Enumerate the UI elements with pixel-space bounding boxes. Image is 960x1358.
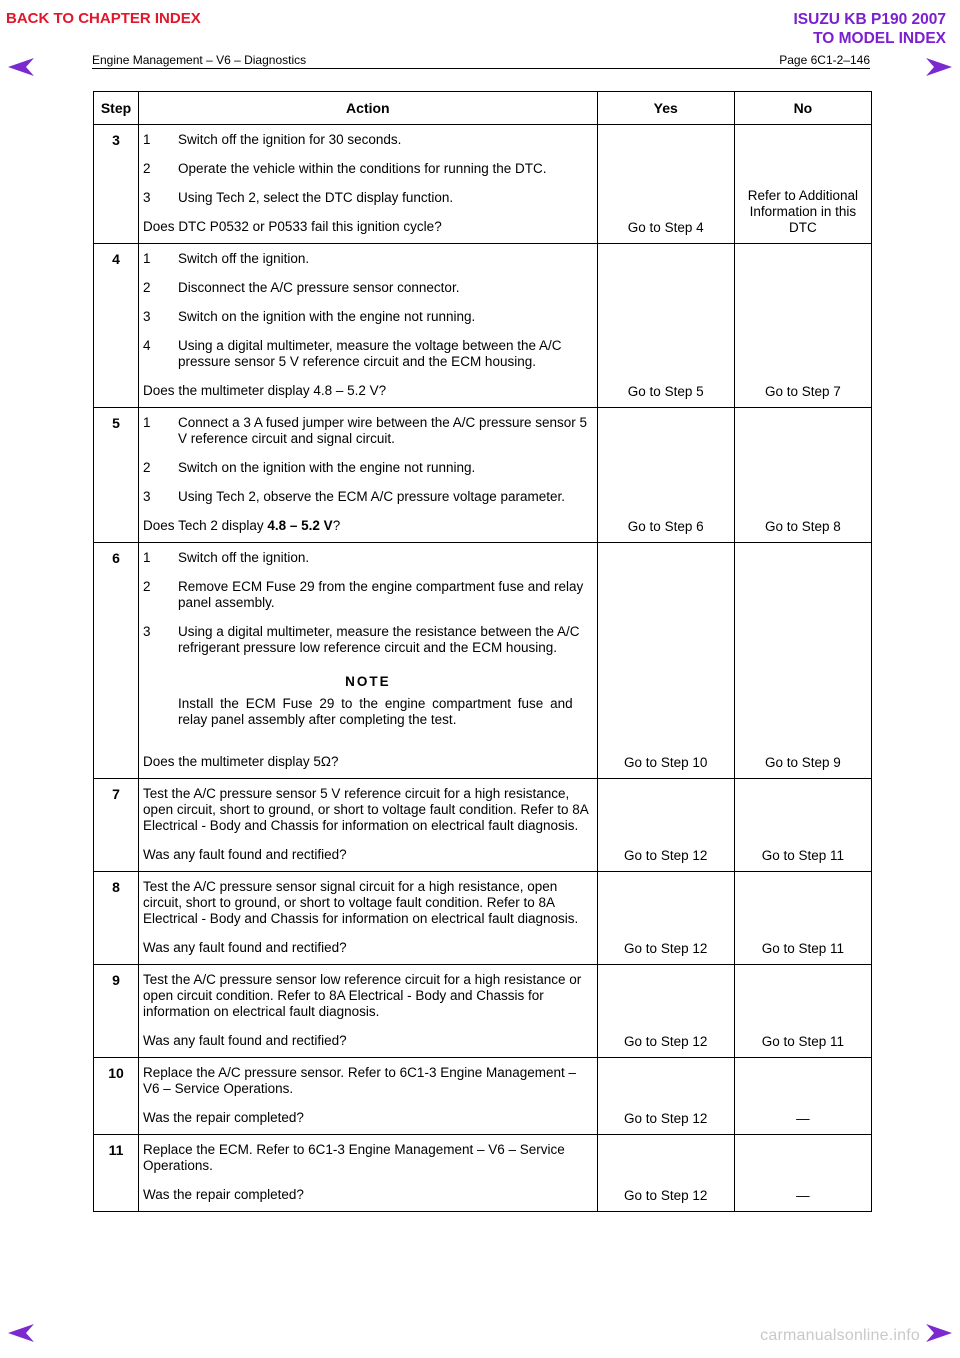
action-item-number: 3 (143, 489, 151, 504)
question-text: Was any fault found and rectified? (143, 1033, 347, 1048)
step-number: 3 (94, 125, 139, 244)
action-text: Replace the A/C pressure sensor. Refer to 6C1-3 Engine Management – V6 – Service Operations. (143, 1065, 577, 1096)
yes-result: Go to Step 5 (597, 244, 734, 408)
action-cell (139, 1058, 598, 1135)
table-row (94, 779, 872, 872)
action-item-number: 2 (143, 161, 151, 176)
action-cell (139, 408, 598, 543)
diagnostic-table (93, 91, 872, 1212)
action-item-number: 3 (143, 309, 151, 324)
step-number: 8 (94, 872, 139, 965)
model-name: ISUZU KB P190 2007 (793, 11, 946, 28)
action-item-number: 1 (143, 550, 151, 565)
to-model-index-link[interactable]: TO MODEL INDEX (813, 30, 946, 47)
action-cell (139, 872, 598, 965)
action-text: Test the A/C pressure sensor signal circuit for a high resistance, open circuit, short to ground, or short to voltage fault condition. Refer to 8A Electrical - Body and Chassis for information on electrical fault diagnosis. (143, 879, 579, 926)
action-item-text: Disconnect the A/C pressure sensor connector. (178, 280, 460, 295)
action-item-text: Connect a 3 A fused jumper wire between the A/C pressure sensor 5 V reference circuit and signal circuit. (178, 415, 588, 446)
yes-result: Go to Step 12 (597, 1135, 734, 1212)
action-cell (139, 779, 598, 872)
step-number: 4 (94, 244, 139, 408)
action-item-number: 1 (143, 415, 151, 430)
action-item (143, 190, 593, 206)
table-row (94, 1135, 872, 1212)
action-text: Test the A/C pressure sensor 5 V reference circuit for a high resistance, open circuit, short to ground, or short to voltage fault condition. Refer to 8A Electrical - Body and Chassis for information on electrical fault diagnosis. (143, 786, 589, 833)
action-item (143, 132, 593, 148)
action-cell (139, 965, 598, 1058)
next-page-right-arrow-icon-bottom[interactable] (926, 1324, 952, 1342)
action-item-text: Switch on the ignition with the engine not running. (178, 309, 476, 324)
question-text-part: ? (332, 518, 341, 533)
table-row (94, 125, 872, 244)
next-page-right-arrow-icon[interactable] (926, 58, 952, 76)
header-step: Step (94, 92, 139, 125)
table-header-row (94, 92, 872, 125)
action-item (143, 415, 593, 447)
action-item (143, 579, 593, 611)
action-item-number: 3 (143, 624, 151, 639)
yes-result: Go to Step 4 (597, 125, 734, 244)
table-row (94, 872, 872, 965)
action-item (143, 460, 593, 476)
table-row (94, 408, 872, 543)
action-text: Test the A/C pressure sensor low reference circuit for a high resistance or open circuit condition. Refer to 8A Electrical - Body and Chassis for information on electrical fault diagnosis. (143, 972, 582, 1019)
step-number: 6 (94, 543, 139, 779)
action-item-text: Using a digital multimeter, measure the resistance between the A/C refrigerant pressure low reference circuit and the ECM housing. (178, 624, 580, 655)
yes-result: Go to Step 12 (597, 965, 734, 1058)
action-item-number: 1 (143, 251, 151, 266)
question-text: Does the multimeter display 4.8 – 5.2 V? (143, 383, 387, 398)
action-item-text: Switch off the ignition. (178, 550, 310, 565)
step-number: 10 (94, 1058, 139, 1135)
step-number: 7 (94, 779, 139, 872)
action-item (143, 624, 593, 656)
action-text: Replace the ECM. Refer to 6C1-3 Engine Management – V6 – Service Operations. (143, 1142, 565, 1173)
back-to-chapter-index-link[interactable]: BACK TO CHAPTER INDEX (6, 10, 201, 27)
yes-result: Go to Step 12 (597, 1058, 734, 1135)
header-action: Action (139, 92, 598, 125)
header-no: No (734, 92, 871, 125)
question-text: Was any fault found and rectified? (143, 940, 347, 955)
question-text: Was any fault found and rectified? (143, 847, 347, 862)
note-text: Install the ECM Fuse 29 to the engine compartment fuse and relay panel assembly after completing the test. (178, 696, 573, 727)
action-cell (139, 125, 598, 244)
yes-result: Go to Step 12 (597, 779, 734, 872)
question-value: 4.8 – 5.2 V (267, 518, 333, 533)
note-heading: NOTE (345, 674, 391, 689)
question-text: Was the repair completed? (143, 1110, 304, 1125)
action-cell (139, 1135, 598, 1212)
yes-result: Go to Step 6 (597, 408, 734, 543)
action-cell (139, 543, 598, 779)
table-row (94, 244, 872, 408)
question-text: Does DTC P0532 or P0533 fail this ignition cycle? (143, 219, 442, 234)
action-item-number: 2 (143, 280, 151, 295)
action-item-number: 4 (143, 338, 151, 353)
action-item-number: 2 (143, 579, 151, 594)
action-cell (139, 244, 598, 408)
no-result: Go to Step 8 (734, 408, 871, 543)
action-item-text: Switch off the ignition. (178, 251, 310, 266)
no-result: — (734, 1058, 871, 1135)
action-item (143, 338, 593, 370)
no-result: Go to Step 11 (734, 779, 871, 872)
action-item-text: Using Tech 2, select the DTC display function. (178, 190, 454, 205)
action-item-text: Switch off the ignition for 30 seconds. (178, 132, 402, 147)
action-item-text: Using a digital multimeter, measure the voltage between the A/C pressure sensor 5 V reference circuit and the ECM housing. (178, 338, 562, 369)
action-item (143, 489, 593, 505)
action-item-number: 1 (143, 132, 151, 147)
action-item (143, 280, 593, 296)
action-item-text: Remove ECM Fuse 29 from the engine compartment fuse and relay panel assembly. (178, 579, 584, 610)
previous-page-left-arrow-icon[interactable] (8, 58, 34, 76)
previous-page-left-arrow-icon-bottom[interactable] (8, 1324, 34, 1342)
table-row (94, 1058, 872, 1135)
action-item-text: Operate the vehicle within the conditions for running the DTC. (178, 161, 547, 176)
action-item (143, 251, 593, 267)
no-result: Refer to Additional Information in this DTC (734, 125, 871, 244)
page-number: Page 6C1-2–146 (779, 53, 870, 67)
action-item (143, 309, 593, 325)
step-number: 11 (94, 1135, 139, 1212)
question-text: Was the repair completed? (143, 1187, 304, 1202)
action-item-number: 2 (143, 460, 151, 475)
yes-result: Go to Step 12 (597, 872, 734, 965)
watermark-text: carmanualsonline.info (760, 1327, 920, 1344)
question-text (143, 518, 593, 534)
action-item-text: Switch on the ignition with the engine not running. (178, 460, 476, 475)
model-title (794, 10, 947, 48)
document-section-title: Engine Management – V6 – Diagnostics (92, 53, 307, 67)
action-item-text: Using Tech 2, observe the ECM A/C pressure voltage parameter. (178, 489, 565, 504)
step-number: 5 (94, 408, 139, 543)
header-yes: Yes (597, 92, 734, 125)
no-result: — (734, 1135, 871, 1212)
table-row (94, 543, 872, 779)
yes-result: Go to Step 10 (597, 543, 734, 779)
action-item (143, 550, 593, 566)
no-result: Go to Step 7 (734, 244, 871, 408)
no-result: Go to Step 11 (734, 872, 871, 965)
question-text: Does the multimeter display 5Ω? (143, 754, 339, 769)
action-item (143, 161, 593, 177)
no-result: Go to Step 11 (734, 965, 871, 1058)
no-result: Go to Step 9 (734, 543, 871, 779)
action-item-number: 3 (143, 190, 151, 205)
header-divider (92, 68, 870, 69)
table-row (94, 965, 872, 1058)
step-number: 9 (94, 965, 139, 1058)
question-text-part: Does Tech 2 display (143, 518, 268, 533)
